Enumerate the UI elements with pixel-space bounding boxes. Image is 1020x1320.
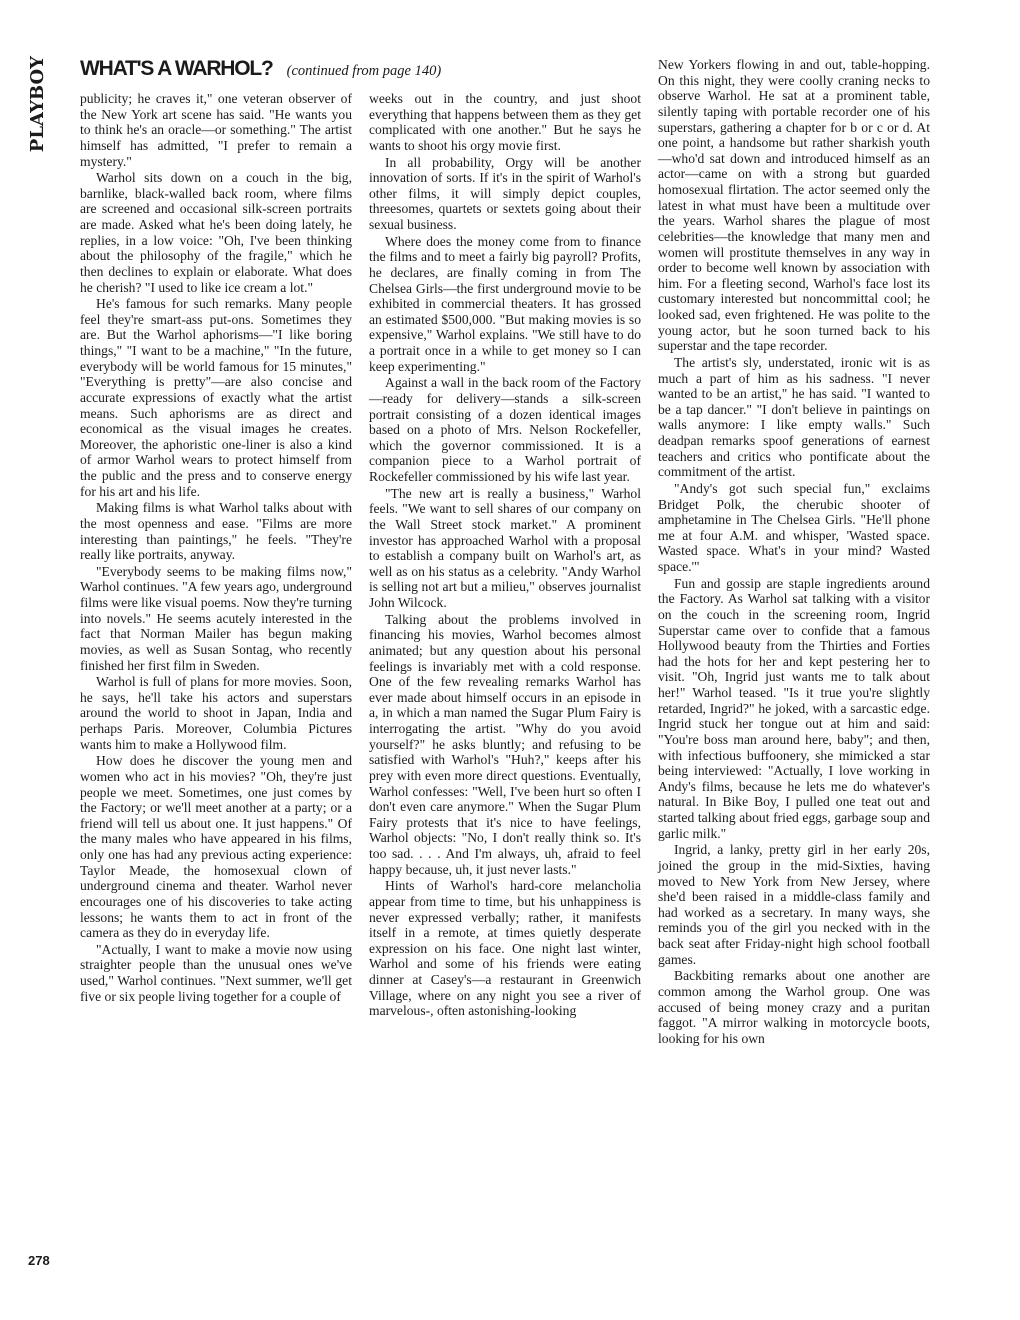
article-title: WHAT'S A WARHOL? (80, 57, 273, 80)
paragraph: New Yorkers flowing in and out, table-hopping. On this night, they were coolly craning necks to observe Warhol. He sat at a prominent table, silently taping with portable recorder one of his superstars, gathering a chapter for b or c or d. At one point, a handsome but rather sharkish youth—who'd sat down and introduced himself as an actor—came on with a strong but guarded homosexual flirtation. The actor seemed only the latest in what must have been a multitude over the years. Warhol shares the plague of most celebrities—the knowledge that many men and women will prostitute themselves in any way in order to become well known by association with him. For a fleeting second, Warhol's face lost its customary interested but noncommittal cool; he looked sad, even frightened. He was polite to the young actor, but he soon turned back to his superstar and the tape recorder. (658, 57, 930, 354)
paragraph: Making films is what Warhol talks about with the most openness and ease. "Films are more interesting than paintings," he feels. "They're really like portraits, anyway. (80, 500, 352, 563)
magazine-logo-vertical: PLAYBOY (27, 56, 48, 153)
page-number: 278 (28, 1253, 50, 1268)
paragraph: How does he discover the young men and women who act in his movies? "Oh, they're just people we meet. Sometimes, one just comes by the Factory; or we'll meet another at a party; or a friend will tell us about one. It just happens." Of the many males who have appeared in his films, only one has had any previous acting experience: Taylor Meade, the homosexual clown of underground cinema and theater. Warhol never encourages one of his discoveries to take acting lessons; he wants them to act in front of the camera as they do in everyday life. (80, 753, 352, 941)
continued-note: (continued from page 140) (286, 63, 442, 79)
paragraph: Fun and gossip are staple ingredients around the Factory. As Warhol sat talking with a visitor on the couch in the screening room, Ingrid Superstar came over to confide that a famous Hollywood beauty from the Thirties and Forties had the hots for her and kept pestering her to visit. "Oh, Ingrid just wants me to talk about her!" Warhol teased. "Is it true you're slightly retarded, Ingrid?" he joked, with a sarcastic edge. Ingrid stuck her tongue out at him and said: "You're boss man around here, baby"; and then, with infectious buffoonery, she mimicked a star being interviewed: "Actually, I love working in Andy's films, because he lets me do whatever's natural. In Bike Boy, I pulled one teat out and started talking about fried eggs, garbage soup and garlic milk." (658, 575, 930, 841)
paragraph: He's famous for such remarks. Many people feel they're smart-ass put-ons. Sometimes they are. But the Warhol aphorisms—"I like boring things," "I want to be a machine," "In the future, everybody will be world famous for 15 minutes," "Everything is pretty"—are also concise and accurate expressions of exactly what the artist means. Such aphorisms are as direct and economical as the visual images he creates. Moreover, the aphoristic one-liner is also a kind of armor Warhol wears to protect himself from the public and the press and to conserve energy for his art and his life. (80, 296, 352, 499)
text-column-1 (80, 91, 352, 1004)
paragraph: Hints of Warhol's hard-core melancholia appear from time to time, but his unhappiness is never expressed verbally; rather, it manifests itself in a remote, at times quietly desperate expression on his face. One night last winter, Warhol and some of his friends were eating dinner at Casey's—a restaurant in Greenwich Village, where on any night you see a river of marvelous-, often astonishing-looking (369, 878, 641, 1019)
paragraph: Where does the money come from to finance the films and to meet a fairly big payroll? Profits, he declares, are finally coming in from The Chelsea Girls—the first underground movie to be exhibited in commercial theaters. It has grossed an estimated $500,000. "But making movies is so expensive," Warhol explains. "We still have to do a portrait once in a while to get money so I can keep experimenting." (369, 233, 641, 374)
paragraph: Ingrid, a lanky, pretty girl in her early 20s, joined the group in the mid-Sixties, having moved to New York from New Jersey, where she'd been raised in a middle-class family and had worked as a secretary. In many ways, she reminds you of the girl you necked with in the back seat after Friday-night high school football games. (658, 842, 930, 967)
paragraph: "The new art is really a business," Warhol feels. "We want to sell shares of our company on the Wall Street stock market." A prominent investor has approached Warhol with a proposal to establish a company built on Warhol's art, as well as on his status as a celebrity. "Andy Warhol is selling not art but a milieu," observes journalist John Wilcock. (369, 485, 641, 610)
paragraph: Warhol sits down on a couch in the big, barnlike, black-walled back room, where films are screened and occasional silk-screen portraits are made. Asked what he's been doing lately, he replies, in a low voice: "Oh, I've been thinking about the philosophy of the fragile," which he then declines to explain or elaborate. What does he cherish? "I used to like ice cream a lot." (80, 170, 352, 295)
text-column-3 (658, 57, 930, 1046)
paragraph: Against a wall in the back room of the Factory—ready for delivery—stands a silk-screen portrait consisting of a dozen identical images based on a photo of Mrs. Nelson Rockefeller, which the governor commissioned. It is a companion piece to a Warhol portrait of Rockefeller commissioned by his wife last year. (369, 375, 641, 484)
paragraph: Talking about the problems involved in financing his movies, Warhol becomes almost animated; but any question about his personal feelings is invariably met with a cold response. One of the few revealing remarks Warhol has ever made about himself occurs in an episode in a, in which a man named the Sugar Plum Fairy is interrogating the artist. "Why do you avoid yourself?" he asks bluntly; and refusing to be satisfied with Warhol's "Huh?," keeps after his prey with even more direct questions. Eventually, Warhol confesses: "Well, I've been hurt so often I don't even care anymore." When the Sugar Plum Fairy protests that it's nice to have feelings, Warhol objects: "No, I don't really think so. It's too sad. . . . And I'm always, uh, afraid to feel happy because, uh, it just never lasts." (369, 611, 641, 877)
paragraph: "Andy's got such special fun," exclaims Bridget Polk, the cherubic shooter of amphetamine in The Chelsea Girls. "He'll phone me at four A.M. and whisper, 'Wasted space. Wasted space. What's in your mind? Wasted space.'" (658, 480, 930, 574)
paragraph: weeks out in the country, and just shoot everything that happens between them as they get complicated with one another." But he says he wants to shoot his orgy movie first. (369, 91, 641, 153)
paragraph: Backbiting remarks about one another are common among the Warhol group. One was accused of being money crazy and a puritan faggot. "A mirror walking in motorcycle boots, looking for his own (658, 968, 930, 1046)
paragraph: In all probability, Orgy will be another innovation of sorts. If it's in the spirit of Warhol's other films, it will simply depict couples, threesomes, quartets or sextets going about their sexual business. (369, 154, 641, 232)
paragraph: Warhol is full of plans for more movies. Soon, he says, he'll take his actors and superstars around the world to shoot in Japan, India and perhaps Paris. Moreover, Columbia Pictures wants him to make a Hollywood film. (80, 674, 352, 752)
paragraph: publicity; he craves it," one veteran observer of the New York art scene has said. "He wants you to think he's an oracle—or something." The artist himself has admitted, "I prefer to remain a mystery." (80, 91, 352, 169)
paragraph: "Everybody seems to be making films now," Warhol continues. "A few years ago, underground films were like visual poems. Now they're turning into novels." He seems acutely interested in the fact that Norman Mailer has begun making movies, as well as Susan Sontag, who recently finished her first film in Sweden. (80, 563, 353, 673)
article-heading (80, 57, 441, 81)
paragraph: The artist's sly, understated, ironic wit is as much a part of him as his sadness. "I never wanted to be an artist," he has said. "I wanted to be a tap dancer." "I don't believe in paintings on walls anymore: I like empty walls." Such deadpan remarks spoof generations of earnest teachers and critics who pontificate about the commitment of the artist. (658, 354, 930, 480)
text-column-2 (369, 91, 641, 1019)
paragraph: "Actually, I want to make a movie now using straighter people than the unusual ones we've used," Warhol continues. "Next summer, we'll get five or six people living together for a couple of (80, 941, 352, 1004)
